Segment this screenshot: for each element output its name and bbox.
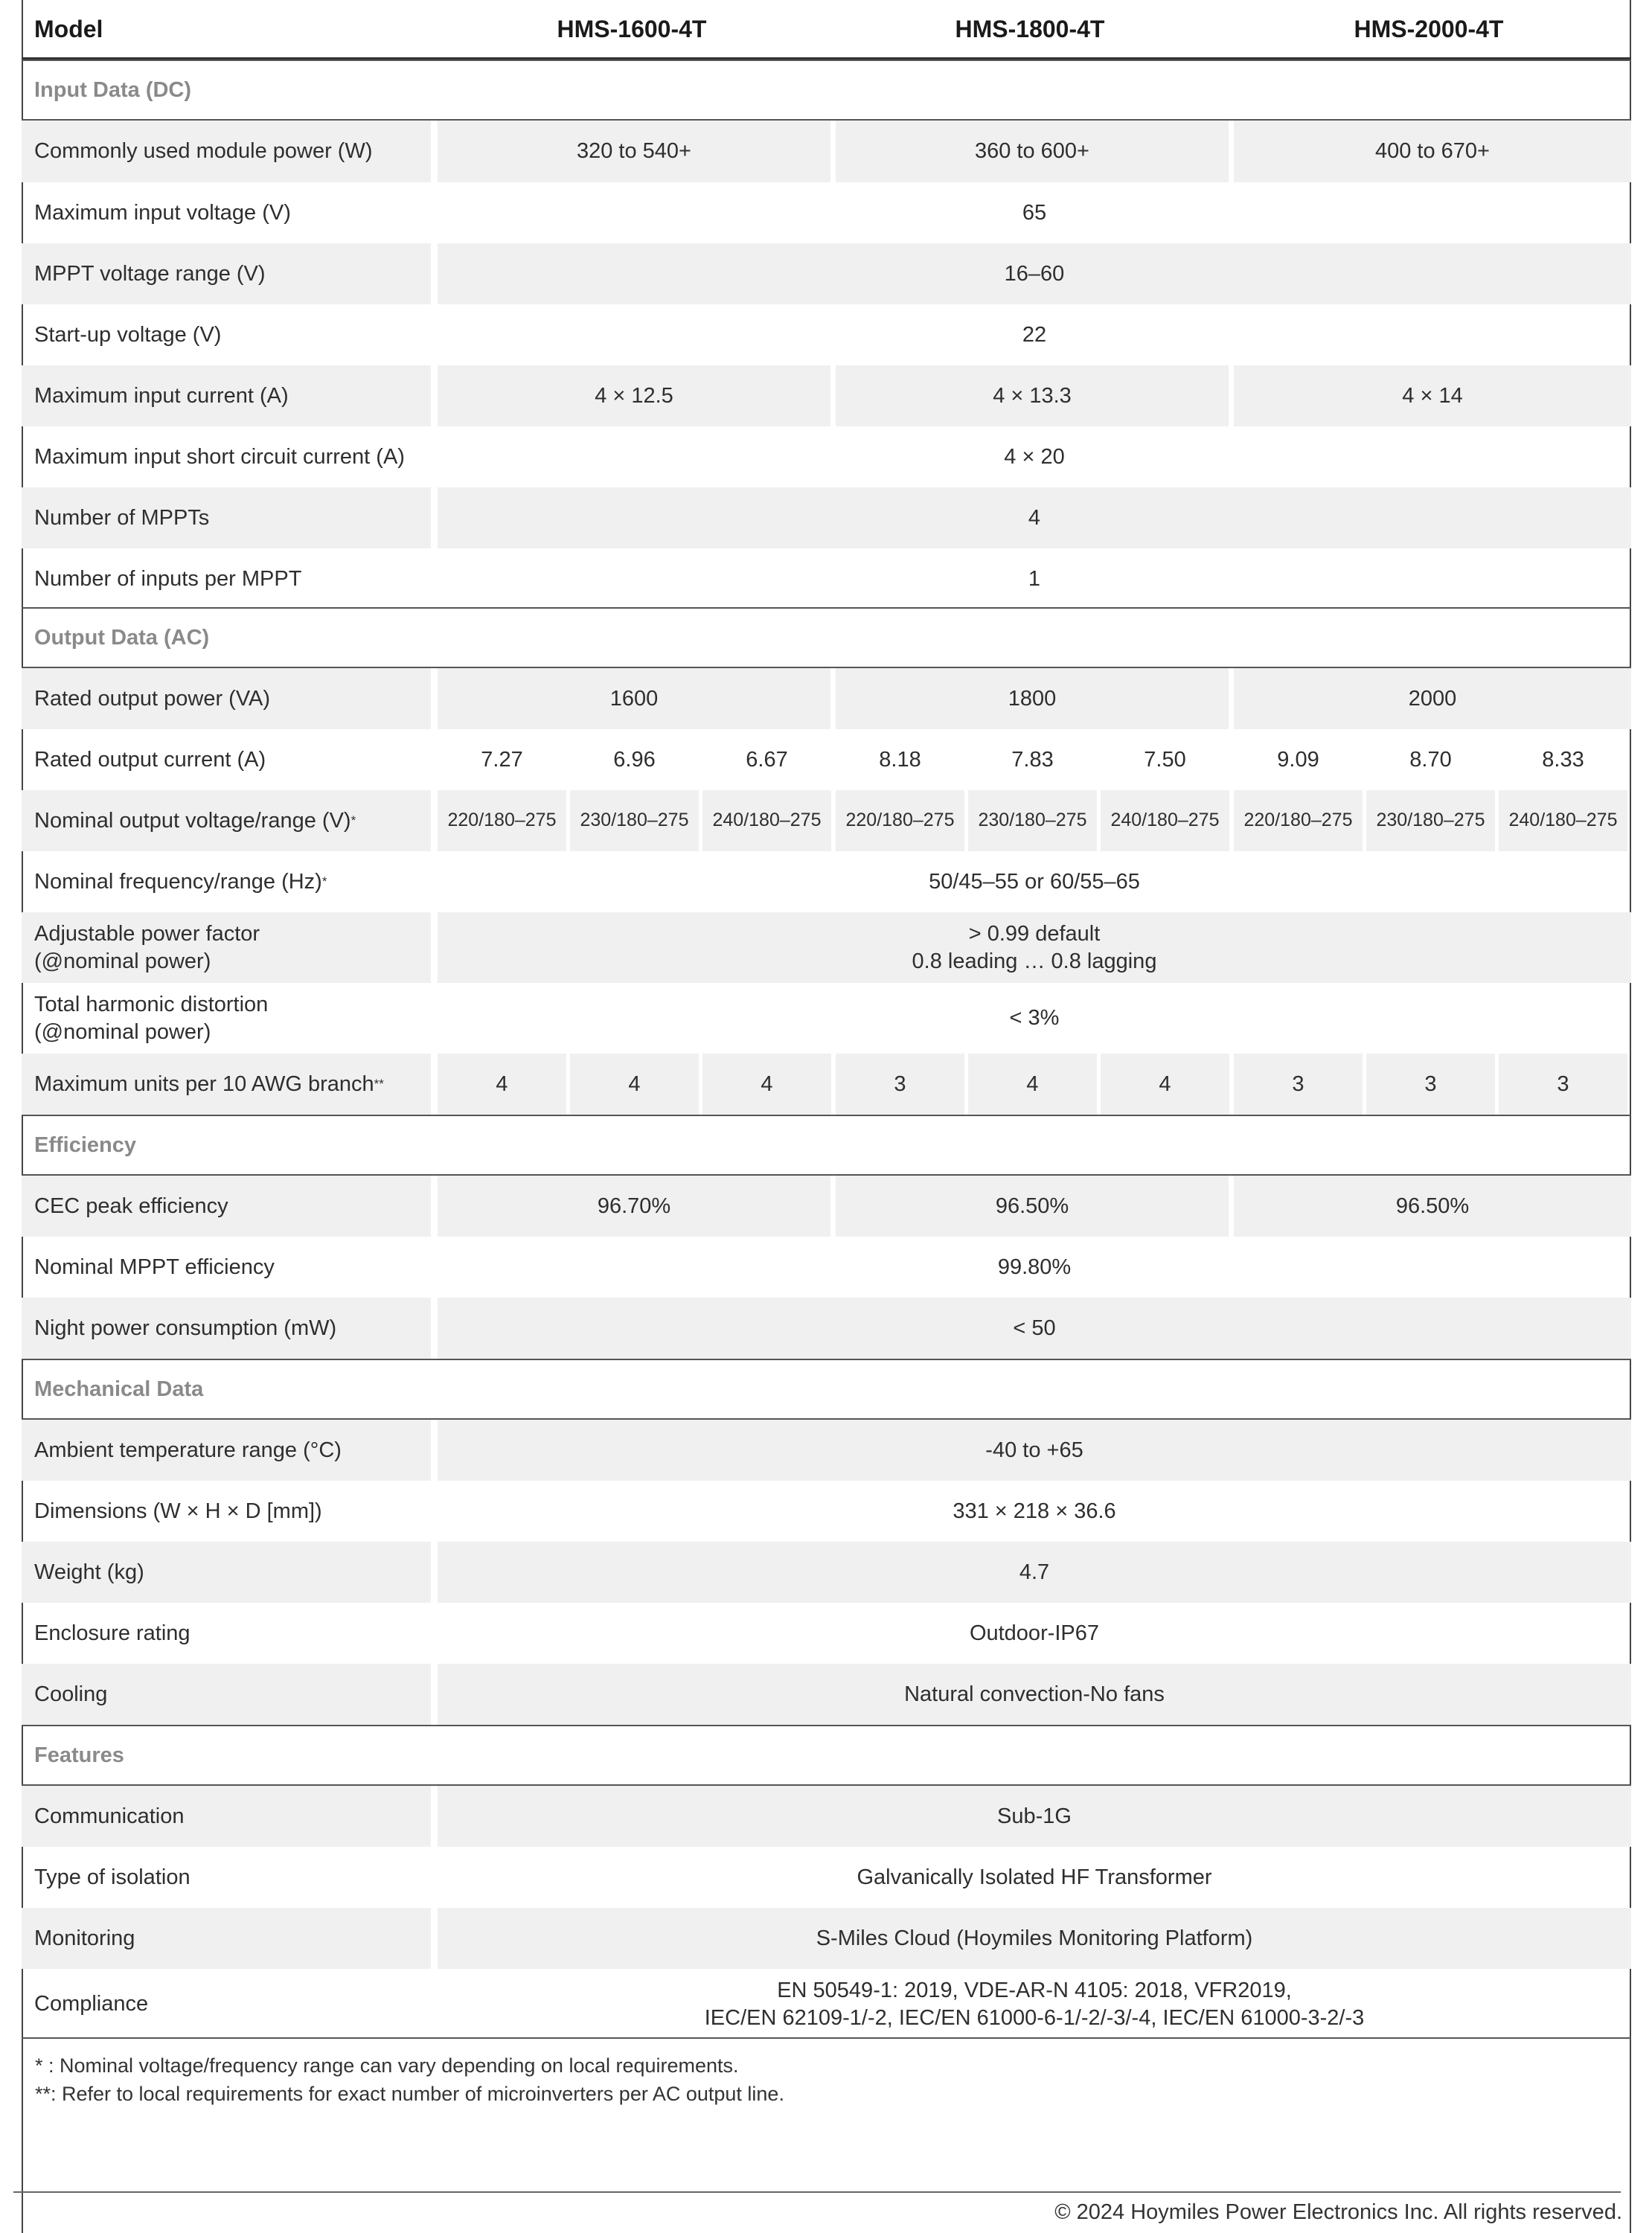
value-cell: 8.18	[879, 747, 921, 772]
value-cell: 7.50	[1144, 747, 1186, 772]
value-cell-span: Sub-1G	[438, 1786, 1631, 1847]
value-cell: 240/180–275	[702, 790, 831, 851]
value-cell: 230/180–275	[1366, 790, 1495, 851]
table-row	[22, 1481, 1631, 1542]
value-cell: 1600	[438, 668, 830, 729]
copyright-text: © 2024 Hoymiles Power Electronics Inc. All rights reserved.	[1054, 2200, 1622, 2224]
value-cell-span: 99.80%	[997, 1255, 1072, 1279]
table-header	[22, 0, 1631, 60]
row-label: Nominal frequency/range (Hz) *	[34, 869, 327, 894]
value-cell: 4 × 14	[1234, 365, 1631, 426]
value-cell-span: Galvanically Isolated HF Transformer	[857, 1865, 1212, 1889]
value-cell: 3	[1234, 1054, 1363, 1115]
table-row	[22, 365, 1631, 426]
value-cell: 240/180–275	[1101, 790, 1229, 851]
table-row	[22, 548, 1631, 609]
table-row	[22, 1420, 1631, 1481]
table-row	[22, 1908, 1631, 1969]
row-label: CEC peak efficiency	[22, 1176, 431, 1237]
table-row	[22, 426, 1631, 487]
table-row	[22, 121, 1631, 182]
section-output	[22, 607, 1631, 668]
value-cell: 360 to 600+	[836, 121, 1229, 182]
value-cell: 400 to 670+	[1234, 121, 1631, 182]
table-row	[22, 1237, 1631, 1298]
section-input	[22, 60, 1631, 121]
table-row	[22, 304, 1631, 365]
row-label: MPPT voltage range (V)	[22, 243, 431, 304]
row-label: Maximum input current (A)	[22, 365, 431, 426]
value-cell-span: 4.7	[438, 1542, 1631, 1603]
row-label: Compliance	[34, 1992, 149, 2016]
table-row	[22, 1786, 1631, 1847]
value-cell: 1800	[836, 668, 1229, 729]
value-cell: 4	[702, 1054, 831, 1115]
value-cell-span: 22	[1022, 322, 1047, 347]
footnotes	[35, 2051, 784, 2108]
row-label: Enclosure rating	[34, 1621, 191, 1645]
value-cell: 3	[1366, 1054, 1495, 1115]
value-cell-span: 4 × 20	[1004, 444, 1065, 469]
row-label: Type of isolation	[34, 1865, 191, 1889]
value-cell: 2000	[1234, 668, 1631, 729]
footer-divider	[13, 2191, 1621, 2193]
value-cell-span: -40 to +65	[438, 1420, 1631, 1481]
model-column-header: Model	[34, 16, 103, 42]
row-label: Nominal output voltage/range (V) *	[22, 790, 431, 851]
value-cell-span: 16–60	[438, 243, 1631, 304]
model-header-hms-2000: HMS-2000-4T	[1354, 16, 1504, 42]
row-label: Communication	[22, 1786, 431, 1847]
row-label: Number of inputs per MPPT	[34, 566, 302, 591]
value-cell: 6.67	[746, 747, 788, 772]
value-cell: 4	[1101, 1054, 1229, 1115]
table-row	[22, 851, 1631, 912]
value-cell: 230/180–275	[570, 790, 699, 851]
model-header-hms-1800: HMS-1800-4T	[955, 16, 1105, 42]
row-label: Night power consumption (mW)	[22, 1298, 431, 1359]
row-label: Adjustable power factor (@nominal power)	[22, 912, 431, 983]
value-cell: 7.83	[1011, 747, 1054, 772]
value-cell: 96.50%	[836, 1176, 1229, 1237]
value-cell-span: 65	[1022, 200, 1047, 225]
model-header-hms-1600: HMS-1600-4T	[557, 16, 707, 42]
value-cell-span: > 0.99 default 0.8 leading … 0.8 lagging	[438, 912, 1631, 983]
table-row	[22, 668, 1631, 729]
value-cell: 3	[1499, 1054, 1627, 1115]
value-cell-span: < 50	[438, 1298, 1631, 1359]
value-cell: 4	[438, 1054, 566, 1115]
section-efficiency	[22, 1115, 1631, 1176]
value-cell: 4 × 12.5	[438, 365, 830, 426]
table-row	[22, 487, 1631, 548]
value-cell: 7.27	[481, 747, 523, 772]
table-row	[22, 182, 1631, 243]
value-cell: 4 × 13.3	[836, 365, 1229, 426]
table-row	[22, 1847, 1631, 1908]
row-label: Dimensions (W × H × D [mm])	[34, 1499, 322, 1523]
row-label: Total harmonic distortion (@nominal power)	[34, 993, 269, 1044]
section-title: Input Data (DC)	[34, 78, 192, 102]
table-row	[22, 1176, 1631, 1237]
value-cell: 220/180–275	[1234, 790, 1363, 851]
table-row	[22, 243, 1631, 304]
row-label: Number of MPPTs	[22, 487, 431, 548]
value-cell: 6.96	[613, 747, 656, 772]
value-cell-span: Natural convection-No fans	[438, 1664, 1631, 1725]
row-label: Commonly used module power (W)	[22, 121, 431, 182]
value-cell-span: 4	[438, 487, 1631, 548]
row-label: Rated output current (A)	[34, 747, 266, 772]
value-cell: 220/180–275	[438, 790, 566, 851]
row-label: Monitoring	[22, 1908, 431, 1969]
row-label: Maximum units per 10 AWG branch **	[22, 1054, 431, 1115]
row-label: Nominal MPPT efficiency	[34, 1255, 275, 1279]
row-label: Maximum input short circuit current (A)	[34, 444, 405, 469]
table-row	[22, 1603, 1631, 1664]
value-cell: 230/180–275	[968, 790, 1097, 851]
value-cell: 220/180–275	[836, 790, 964, 851]
value-cell: 8.70	[1409, 747, 1452, 772]
table-row	[22, 1969, 1631, 2040]
table-row	[22, 1298, 1631, 1359]
table-row	[22, 1664, 1631, 1725]
value-cell-span: 331 × 218 × 36.6	[953, 1499, 1116, 1523]
footnote-double-asterisk: **: Refer to local requirements for exact number of microinverters per AC output line.	[35, 2083, 784, 2105]
row-label: Rated output power (VA)	[22, 668, 431, 729]
value-cell: 96.50%	[1234, 1176, 1631, 1237]
value-cell-span: 50/45–55 or 60/55–65	[929, 869, 1140, 894]
row-label: Ambient temperature range (°C)	[22, 1420, 431, 1481]
section-title: Output Data (AC)	[34, 626, 210, 650]
table-row	[22, 729, 1631, 790]
value-cell: 3	[836, 1054, 964, 1115]
row-label: Cooling	[22, 1664, 431, 1725]
value-cell: 9.09	[1277, 747, 1319, 772]
value-cell: 4	[570, 1054, 699, 1115]
value-cell: 4	[968, 1054, 1097, 1115]
value-cell: 320 to 540+	[438, 121, 830, 182]
footnote-single-asterisk: * : Nominal voltage/frequency range can vary depending on local requirements.	[35, 2054, 739, 2077]
value-cell-span: 1	[1028, 566, 1041, 591]
row-label: Start-up voltage (V)	[34, 322, 222, 347]
value-cell-span: S-Miles Cloud (Hoymiles Monitoring Platform)	[438, 1908, 1631, 1969]
value-cell-span: Outdoor-IP67	[969, 1621, 1100, 1645]
table-row	[22, 1054, 1631, 1115]
table-row	[22, 790, 1631, 851]
value-cell: 240/180–275	[1499, 790, 1627, 851]
section-title: Features	[34, 1743, 124, 1767]
section-features	[22, 1725, 1631, 1786]
table-row	[22, 912, 1631, 983]
row-label: Maximum input voltage (V)	[34, 200, 291, 225]
section-title: Efficiency	[34, 1133, 136, 1157]
value-cell: 96.70%	[438, 1176, 830, 1237]
table-row	[22, 1542, 1631, 1603]
table-bottom-divider	[22, 2037, 1631, 2039]
table-row	[22, 983, 1631, 1054]
row-label: Weight (kg)	[22, 1542, 431, 1603]
section-mechanical	[22, 1359, 1631, 1420]
value-cell-span: EN 50549-1: 2019, VDE-AR-N 4105: 2018, VFR2019, IEC/EN 62109-1/-2, IEC/EN 61000-6-1/-2/-3/-4, IEC/EN 61000-3-2/-3	[704, 1979, 1365, 2030]
section-title: Mechanical Data	[34, 1377, 204, 1401]
value-cell-span: < 3%	[1009, 1006, 1060, 1031]
value-cell: 8.33	[1542, 747, 1584, 772]
